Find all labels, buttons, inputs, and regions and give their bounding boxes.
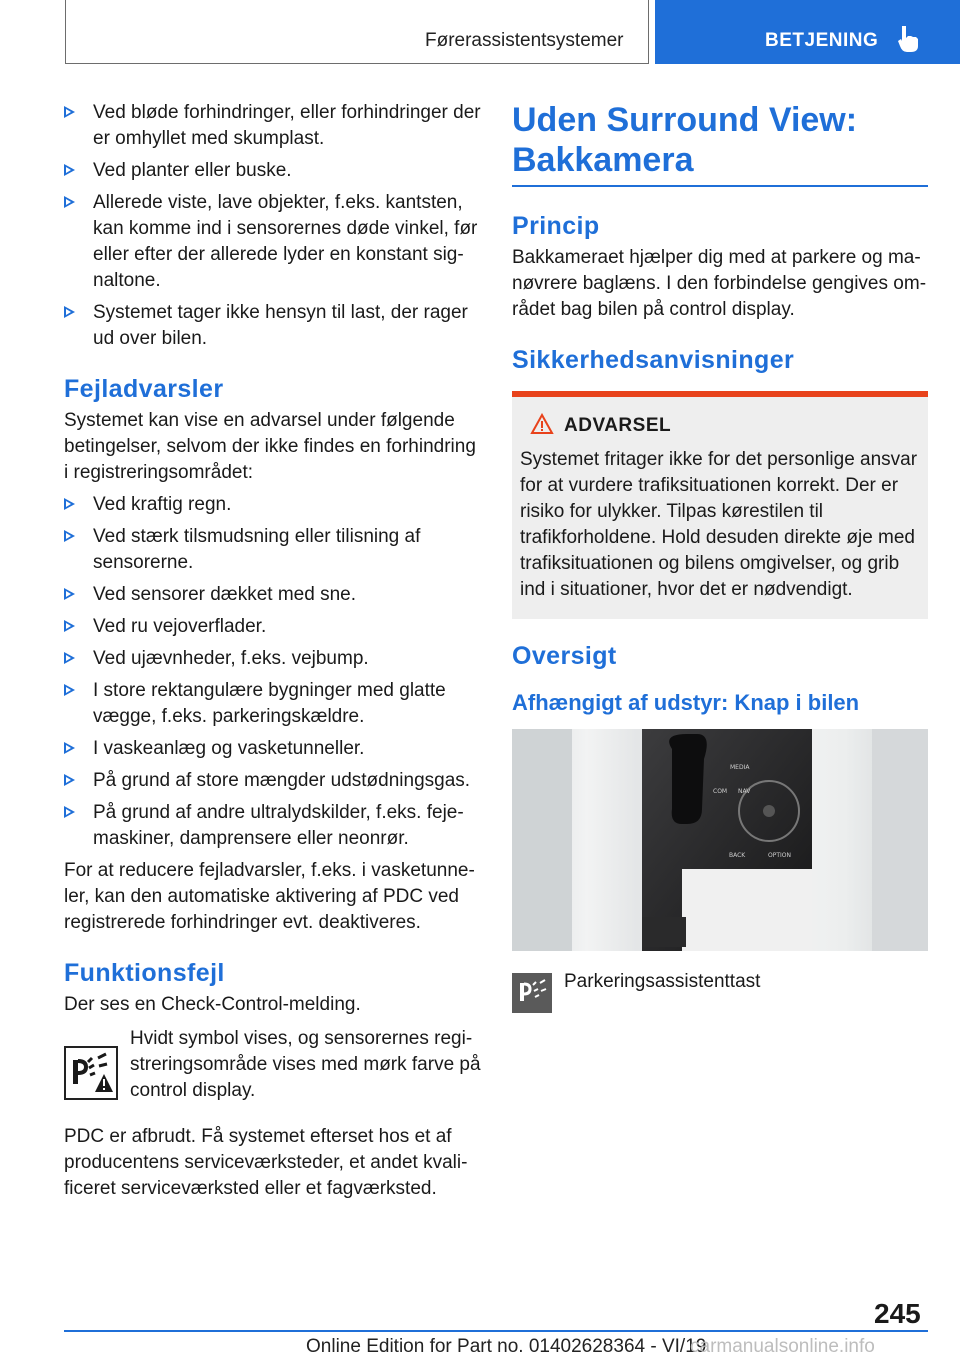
triangle-bullet-icon [64,620,75,632]
triangle-bullet-icon [64,742,75,754]
list-item: På grund af andre ultralydskilder, f.eks. fejemaskiner, damprensere eller neonrør. [64,800,484,852]
center-console-photo [512,729,928,951]
funktionsfejl-outro: PDC er afbrudt. Få systemet efterset hos et af producentens serviceværksteder, et andet kvalificeret serviceværksted eller et fagværksted. [64,1126,468,1199]
list-item: Ved kraftig regn. [64,492,484,518]
list-item: I store rektangulære bygninger med glatte vægge, f.eks. parkeringskældre. [64,678,484,730]
triangle-bullet-icon [64,196,75,208]
triangle-bullet-icon [64,498,75,510]
list-item: I vaskeanlæg og vasketunneller. [64,736,484,762]
list-item: Ved planter eller buske. [64,158,484,184]
header-chapter-tab[interactable] [655,0,960,64]
fejladvarsler-intro: Systemet kan vise en advarsel under følgende betingelser, selvom der ikke findes en forhindring i registreringsområdet: [64,410,476,483]
list-item: Ved sensorer dækket med sne. [64,582,484,608]
funktionsfejl-intro: Der ses en Check-Control-melding. [64,994,361,1015]
warning-box [512,397,928,619]
warning-triangle-icon [530,413,554,435]
list-item: Systemet tager ikke hensyn til last, der rager ud over bilen. [64,300,484,352]
list-item: Ved ujævnheder, f.eks. vejbump. [64,646,484,672]
warning-text: Systemet fritager ikke for det personlige ansvar for at vurdere trafiksituationen korrekt. Der er risiko for ulykker. Tilpas kørestilen til trafikforholdene. Hold desuden direkte øje med trafiksituationen og bilens omgivelser, og grib ind i situationer, hvor det er nødvendigt. [520,449,918,600]
header-section-title: Førerassistentsystemer [425,30,624,51]
triangle-bullet-icon [64,530,75,542]
triangle-bullet-icon [64,684,75,696]
triangle-bullet-icon [64,652,75,664]
photo-label-nav: NAV [738,788,751,795]
triangle-bullet-icon [64,588,75,600]
pdc-warning-symbol-icon [64,1046,118,1100]
list-item: Ved stærk tilsmudsning eller tilisning af sensorerne. [64,524,484,576]
footer-edition: Online Edition for Part no. 01402628364 - VI/19 [306,1336,707,1357]
footer-watermark: carmanualsonline.info [690,1336,875,1357]
pointing-hand-icon [896,24,922,54]
pdc-symbol-row [64,1026,484,1116]
left-column [64,100,484,1208]
fejladvarsler-heading: Fejladvarsler [64,375,224,403]
triangle-bullet-icon [64,164,75,176]
warning-label: ADVARSEL [564,415,672,436]
parking-assistant-icon [512,973,552,1013]
title-rule [512,185,928,187]
photo-label-media: MEDIA [730,764,750,771]
pdc-symbol-description: Hvidt symbol vises, og sensorernes registreringsområde vises med mørk farve på control display. [130,1028,481,1101]
triangle-bullet-icon [64,306,75,318]
page-number: 245 [874,1298,921,1329]
triangle-bullet-icon [64,774,75,786]
funktionsfejl-heading: Funktionsfejl [64,959,225,987]
photo-label-back: BACK [729,852,746,859]
caption-text: Parkeringsassistenttast [564,971,761,992]
caption-row [512,969,928,1019]
warning-title [520,411,920,441]
right-column [512,100,928,1019]
list-item: På grund af store mængder udstødningsgas. [64,768,484,794]
list-item: Allerede viste, lave objekter, f.eks. kantsten, kan komme ind i sensorernes døde vinkel, før eller efter der allerede lyder en konstant signaltone. [64,190,484,294]
udstyr-heading: Afhængigt af udstyr: Knap i bilen [512,690,860,715]
header-chapter-label: BETJENING [765,30,879,51]
fejladvarsler-outro: For at reducere fejladvarsler, f.eks. i vasketunneler, kan den automatiske aktivering af PDC ved registrerede forhindringer evt. deaktiveres. [64,860,475,933]
photo-label-com: COM [713,788,728,795]
triangle-bullet-icon [64,806,75,818]
list-item: Ved ru vejoverflader. [64,614,484,640]
princip-heading: Princip [512,212,600,240]
section-title: Uden Surround View: Bakkamera [512,101,858,179]
oversigt-heading: Oversigt [512,642,617,670]
triangle-bullet-icon [64,106,75,118]
sikkerhedsanvisninger-heading: Sikkerhedsanvisninger [512,346,795,374]
photo-label-option: OPTION [768,852,791,859]
list-item: Ved bløde forhindringer, eller forhindringer der er omhyllet med skumplast. [64,100,484,152]
footer-rule [64,1330,928,1332]
princip-text: Bakkameraet hjælper dig med at parkere og manøvrere baglæns. I den forbindelse gengives området bag bilen på control display. [512,247,927,320]
